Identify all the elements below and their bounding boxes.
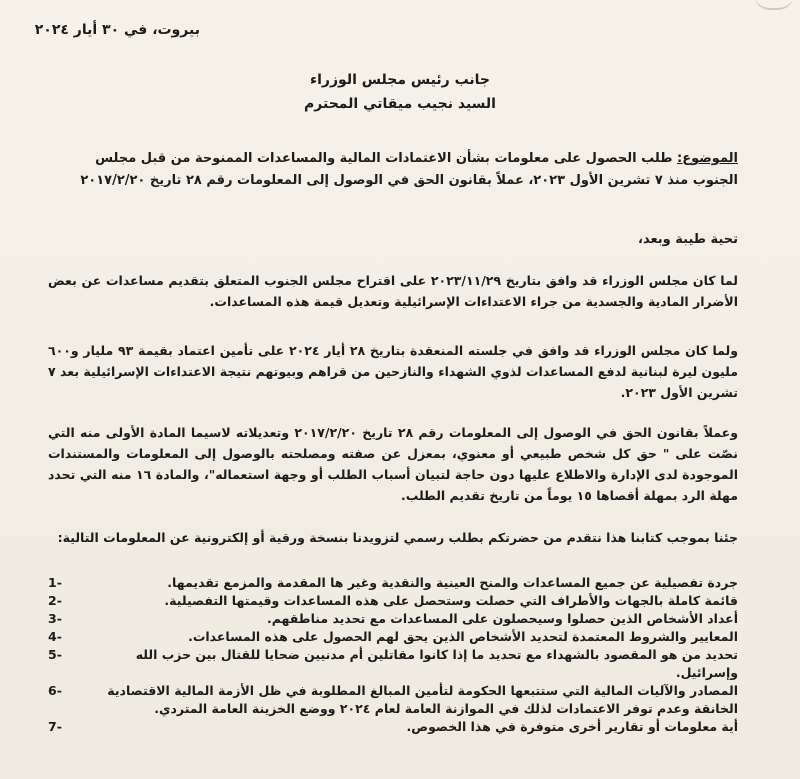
list-item-number: 6- (48, 683, 62, 698)
list-item (48, 682, 738, 718)
subject-label: الموضوع: (677, 151, 738, 166)
subject-text: طلب الحصول على معلومات بشأن الاعتمادات المالية والمساعدات الممنوحة من قبل مجلس الجنوب منذ ٧ تشرين الأول ٢٠٢٣، عملاً بقانون الحق في الوصول إلى المعلومات رقم ٢٨ تاريخ ٢٠١٧/٢/٢٠ (80, 151, 738, 188)
paragraph-3: وعملاً بقانون الحق في الوصول إلى المعلومات رقم ٢٨ تاريخ ٢٠١٧/٢/٢٠ وتعديلاته لاسيما المادة الأولى منه التي نصّت على " حق كل شخص طبيعي أو معنوي، بمعزل عن صفته ومصلحته بالوصول إلى المعلومات والمستندات الموجودة لدى الإدارة والاطلاع عليها دون حاجة لتبيان أسباب الطلب أو وجهة استعماله"، والمادة ١٦ منه التي تحدد مهلة الرد بمهلة أقصاها ١٥ يوماً من تاريخ تقديم الطلب. (48, 425, 738, 503)
subject-block (48, 148, 738, 192)
list-item-text: المصادر والآليات المالية التي ستتبعها الحكومة لتأمين المبالغ المطلوبة في ظل الأزمة المالية الاقتصادية الخانقة وعدم توفر الاعتمادات لذلك في الموازنة العامة لعام ٢٠٢٤ ووضع الخزينة العامة المتردي. (107, 683, 738, 716)
paragraph-2: ولما كان مجلس الوزراء قد وافق في جلسته المنعقدة بتاريخ ٢٨ أيار ٢٠٢٤ على تأمين اعتماد بقيمة ٩٣ مليار و٦٠٠ مليون ليرة لبنانية لدفع المساعدات لذوي الشهداء والنازحين من قراهم وبيوتهم نتيجة الاعتداءات الإسرائيلية بعد ٧ تشرين الأول ٢٠٢٣. (48, 343, 738, 400)
list-item-text: قائمة كاملة بالجهات والأطراف التي حصلت وستحصل على هذه المساعدات وقيمتها التفصيلية. (164, 593, 738, 608)
list-item (48, 628, 738, 646)
recipient-line-1: جانب رئيس مجلس الوزراء (309, 72, 491, 88)
list-item-text: أعداد الأشخاص الذين حصلوا وسيحصلون على المساعدات مع تحديد مناطقهم. (267, 611, 738, 626)
list-item-number: 5- (48, 647, 62, 662)
list-item (48, 610, 738, 628)
stamp-mark (754, 0, 794, 10)
list-item-text: تحديد من هو المقصود بالشهداء مع تحديد ما إذا كانوا مقاتلين أم مدنيين ضحايا للقتال بين حزب الله وإسرائيل. (135, 647, 738, 680)
recipient-line-2: السيد نجيب ميقاتي المحترم (304, 96, 496, 112)
list-item-number: 2- (48, 593, 62, 608)
list-item-number: 3- (48, 611, 62, 626)
request-intro: جئنا بموجب كتابنا هذا نتقدم من حضرتكم بطلب رسمي لتزويدنا بنسخة ورقية أو إلكترونية عن المعلومات التالية: (57, 530, 738, 545)
list-item-text: المعايير والشروط المعتمدة لتحديد الأشخاص الذين يحق لهم الحصول على هذه المساعدات. (188, 629, 738, 644)
list-item-number: 4- (48, 629, 62, 644)
recipient-block (0, 68, 800, 116)
letter-date: بيروت، في ٣٠ أيار ٢٠٢٤ (34, 22, 200, 38)
list-item (48, 718, 738, 736)
list-item-number: 7- (48, 719, 62, 734)
greeting: تحية طيبة وبعد، (638, 232, 738, 247)
list-item-number: 1- (48, 575, 62, 590)
paragraph-1: لما كان مجلس الوزراء قد وافق بتاريخ ٢٠٢٣/١١/٢٩ على اقتراح مجلس الجنوب المتعلق بتقديم مساعدات عن بعض الأضرار المادية والجسدية من جراء الاعتداءات الإسرائيلية وتعديل قيمة هذه المساعدات. (48, 273, 738, 309)
list-item-text: أية معلومات أو تقارير أخرى متوفرة في هذا الخصوص. (406, 719, 738, 734)
list-item (48, 592, 738, 610)
request-list (48, 574, 738, 736)
list-item (48, 646, 738, 682)
list-item-text: جردة تفصيلية عن جميع المساعدات والمنح العينية والنقدية وغير ها المقدمة والمزمع تقديمها. (167, 575, 738, 590)
list-item (48, 574, 738, 592)
